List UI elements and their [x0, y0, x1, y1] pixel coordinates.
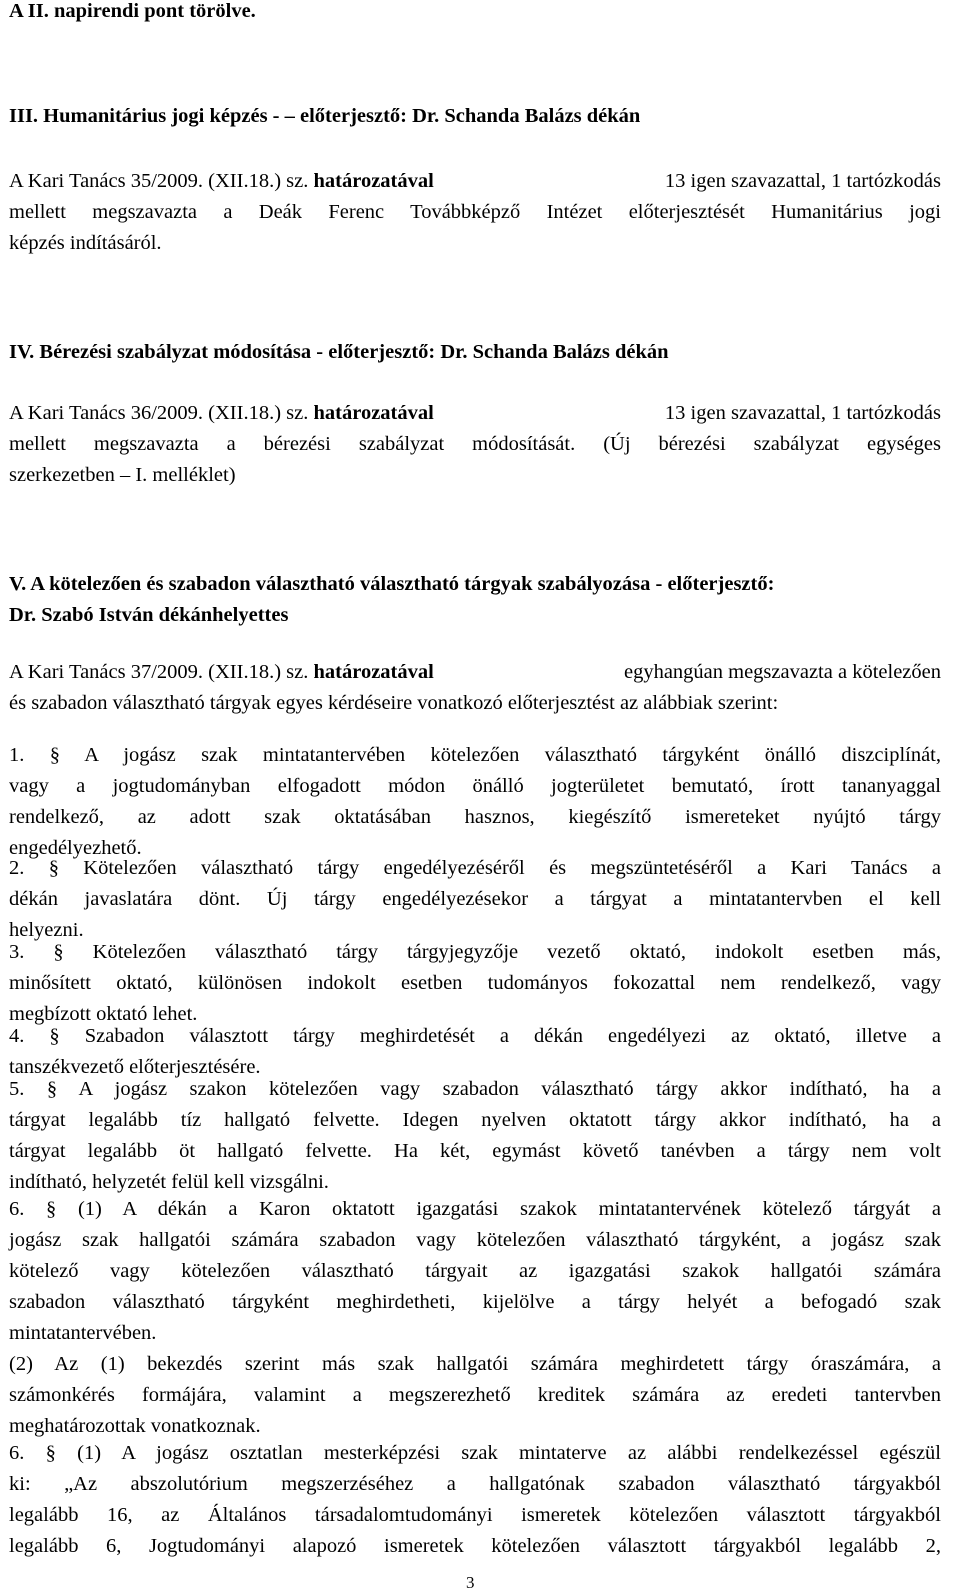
point-4-line: 4. § Szabadon választott tárgy meghirdetését a dékán engedélyezi az oktató, illetve a: [9, 1025, 941, 1047]
item-4-resolution-number: A Kari Tanács 36/2009. (XII.18.) sz. határozatával: [9, 402, 434, 424]
point-1-line: rendelkező, az adott szak oktatásában hasznos, kiegészítő ismereteket nyújtó tárgy: [9, 806, 941, 828]
point-5-line: tárgyat legalább tíz hallgató felvette. Idegen nyelven oktatott tárgy akkor indítható, ha a: [9, 1109, 941, 1131]
point-2-line: 2. § Kötelezően választható tárgy engedélyezéséről és megszüntetéséről a Kari Tanács a: [9, 857, 941, 879]
point-1-line: vagy a jogtudományban elfogadott módon önálló jogterületet bemutató, írott tananyaggal: [9, 775, 941, 797]
point-6-line: kötelező vagy kötelezően választható tárgyait az igazgatási szakok hallgatói számára: [9, 1260, 941, 1282]
point-7-line: legalább 16, az Általános társadalomtudományi ismeretek kötelezően választott tárgyakból: [9, 1504, 941, 1526]
item-4-vote: 13 igen szavazattal, 1 tartózkodás: [664, 402, 941, 424]
item-5-heading: Dr. Szabó István dékánhelyettes: [9, 604, 289, 626]
item-5-resolution-number: A Kari Tanács 37/2009. (XII.18.) sz. határozatával: [9, 661, 434, 683]
point-5-line: 5. § A jogász szakon kötelezően vagy szabadon választható tárgy akkor indítható, ha a: [9, 1078, 941, 1100]
point-5-line: tárgyat legalább öt hallgató felvette. Ha két, egymást követő tanévben a tárgy nem volt: [9, 1140, 941, 1162]
point-3-line: megbízott oktató lehet.: [9, 1003, 198, 1025]
item-5-resolution-line: [9, 657, 941, 688]
item-3-vote: 13 igen szavazattal, 1 tartózkodás: [664, 170, 941, 192]
point-2-line: helyezni.: [9, 919, 84, 941]
item-3-heading: III. Humanitárius jogi képzés - – előterjesztő: Dr. Schanda Balázs dékán: [9, 105, 641, 127]
item-5-vote: egyhangúan megszavazta a kötelezően: [623, 661, 941, 683]
item-3-text-line: mellett megszavazta a Deák Ferenc Továbbképző Intézet előterjesztését Humanitárius jogi: [9, 201, 941, 223]
point-4-line: tanszékvezető előterjesztésére.: [9, 1056, 261, 1078]
item-5-heading: V. A kötelezően és szabadon választható választható tárgyak szabályozása - előterjesztő:: [9, 573, 775, 595]
item-4-text-line: mellett megszavazta a bérezési szabályzat módosítását. (Új bérezési szabályzat egységes: [9, 433, 941, 455]
point-7-line: ki: „Az abszolutórium megszerzéséhez a hallgatónak szabadon választható tárgyakból: [9, 1473, 941, 1495]
point-2-line: dékán javaslatára dönt. Új tárgy engedélyezésekor a tárgyat a mintatantervben el kell: [9, 888, 941, 910]
item-4-text-line: szerkezetben – I. melléklet): [9, 464, 236, 486]
item-3-resolution-line: [9, 166, 941, 197]
point-5-line: indítható, helyzetét felül kell vizsgálni.: [9, 1171, 329, 1193]
point-6-line: jogász szak hallgatói számára szabadon vagy kötelezően választható tárgyként, a jogász szak: [9, 1229, 941, 1251]
point-6-line: 6. § (1) A dékán a Karon oktatott igazgatási szakok mintatantervének kötelező tárgyát a: [9, 1198, 941, 1220]
point-7-line: 6. § (1) A jogász osztatlan mesterképzési szak mintaterve az alábbi rendelkezéssel egészül: [9, 1442, 941, 1464]
point-1-line: engedélyezhető.: [9, 837, 142, 859]
item-3-resolution-number: A Kari Tanács 35/2009. (XII.18.) sz. határozatával: [9, 170, 434, 192]
point-6-line: mintatantervében.: [9, 1322, 157, 1344]
page-number: 3: [466, 1573, 475, 1592]
point-1-line: 1. § A jogász szak mintatantervében kötelezően választható tárgyként önálló diszciplínát,: [9, 744, 941, 766]
point-6-paragraph-2-line: meghatározottak vonatkoznak.: [9, 1415, 261, 1437]
point-7-line: legalább 6, Jogtudományi alapozó ismeretek kötelezően választott tárgyakból legalább 2,: [9, 1535, 941, 1557]
item-2-heading: A II. napirendi pont törölve.: [9, 0, 256, 22]
item-4-resolution-line: [9, 398, 941, 429]
point-6-line: szabadon választható tárgyként meghirdetheti, kijelölve a tárgy helyét a befogadó szak: [9, 1291, 941, 1313]
point-3-line: minősített oktató, különösen indokolt esetben tudományos fokozattal nem rendelkező, vagy: [9, 972, 941, 994]
item-5-text-line: és szabadon választható tárgyak egyes kérdéseire vonatkozó előterjesztést az alábbiak szerint:: [9, 692, 779, 714]
point-6-paragraph-2-line: számonkérés formájára, valamint a megszerezhető kreditek számára az eredeti tantervben: [9, 1384, 941, 1406]
point-6-paragraph-2-line: (2) Az (1) bekezdés szerint más szak hallgatói számára meghirdetett tárgy óraszámára, a: [9, 1353, 941, 1375]
point-3-line: 3. § Kötelezően választható tárgy tárgyjegyzője vezető oktató, indokolt esetben más,: [9, 941, 941, 963]
item-3-text-line: képzés indításáról.: [9, 232, 162, 254]
item-4-heading: IV. Bérezési szabályzat módosítása - előterjesztő: Dr. Schanda Balázs dékán: [9, 341, 669, 363]
